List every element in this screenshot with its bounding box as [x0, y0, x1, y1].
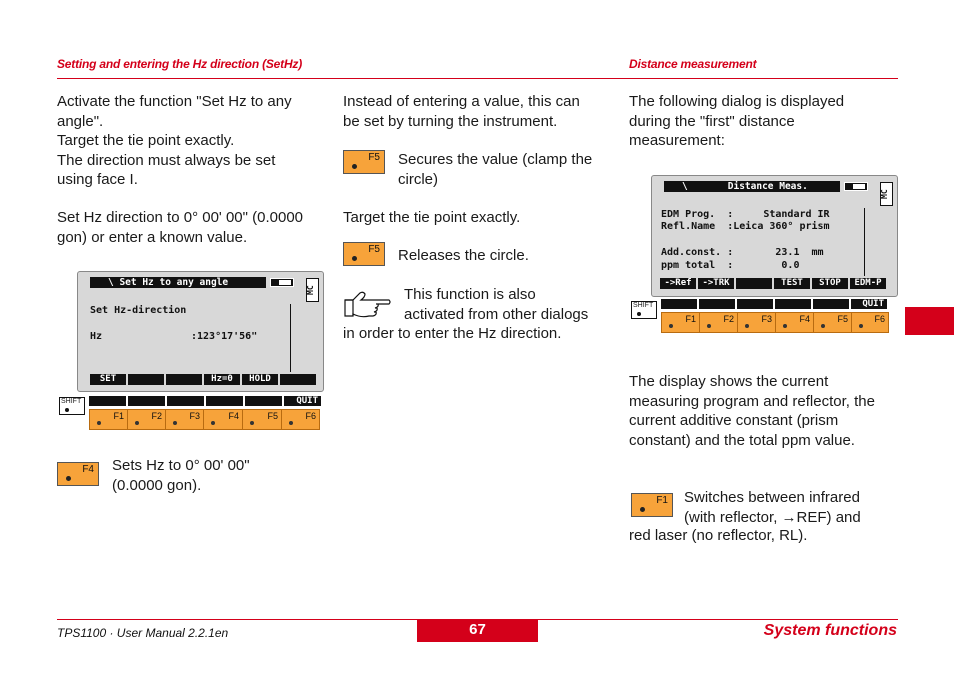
f4-key-icon: [57, 462, 99, 486]
text-line: Activate the function "Set Hz to any: [57, 93, 292, 110]
text-line: activated from other dialogs: [404, 305, 589, 323]
header-rule: [57, 78, 898, 79]
text-line: The following dialog is displayed: [629, 93, 845, 110]
key-label: F5: [837, 314, 848, 324]
softkey-test[interactable]: TEST: [774, 278, 810, 289]
col2-target: Target the tie point exactly.: [343, 209, 521, 226]
col2-intro: [343, 92, 613, 131]
text-line: (0.0000 gon).: [112, 476, 202, 494]
screen-line: Refl.Name :Leica 360° prism: [661, 221, 830, 232]
key-label: F1: [656, 495, 668, 506]
f3-key[interactable]: [738, 312, 776, 333]
f1-key-icon: [631, 493, 673, 517]
key-label: F6: [874, 314, 885, 324]
text-line: The direction must always be set: [57, 151, 276, 169]
key-label: F3: [189, 411, 200, 421]
screen-line: Set Hz-direction: [90, 305, 187, 316]
text-line: angle".: [57, 112, 104, 130]
divider: [864, 208, 865, 276]
text-line: The display shows the current: [629, 373, 829, 390]
key-label: F4: [228, 411, 239, 421]
quit-label: QUIT: [284, 396, 321, 406]
f4-key[interactable]: [204, 409, 243, 430]
f5-key-icon: [343, 242, 385, 266]
key-label: F5: [368, 152, 380, 163]
shift-label: SHIFT: [61, 398, 82, 405]
screen-title: \ Distance Meas.: [664, 181, 840, 192]
f5-key[interactable]: [814, 312, 852, 333]
f6-key[interactable]: [282, 409, 320, 430]
quit-label: QUIT: [851, 299, 887, 309]
softkey-empty[interactable]: [166, 374, 202, 385]
text-line: current additive constant (prism: [629, 412, 839, 429]
f1-key[interactable]: [89, 409, 128, 430]
text-line: Target the tie point exactly.: [57, 132, 235, 149]
f6-key[interactable]: [852, 312, 889, 333]
note-text-cont: in order to enter the Hz direction.: [343, 325, 562, 342]
section-header-left: Setting and entering the Hz direction (SetHz): [57, 57, 303, 71]
mc-indicator: MC: [880, 182, 893, 206]
f1-description: [684, 488, 899, 527]
mc-indicator: MC: [306, 278, 319, 302]
softkey-edmp[interactable]: EDM-P: [850, 278, 886, 289]
text-line: gon) or enter a known value.: [57, 228, 248, 246]
section-name: System functions: [763, 622, 897, 639]
battery-icon: [844, 182, 868, 191]
col1-intro: [57, 92, 332, 190]
f2-key[interactable]: [128, 409, 166, 430]
screen-value-hz: :123°17'56": [191, 331, 258, 342]
softkey-empty[interactable]: [736, 278, 772, 289]
screen-line: EDM Prog. : Standard IR: [661, 209, 830, 220]
chapter-tab: [905, 307, 954, 335]
key-label: F3: [761, 314, 772, 324]
quit-bar: [89, 396, 321, 406]
key-label: F5: [267, 411, 278, 421]
softkey-bar: [660, 278, 886, 289]
key-label: F2: [723, 314, 734, 324]
screen-title: \ Set Hz to any angle: [90, 277, 266, 288]
key-label: F4: [82, 464, 94, 475]
col1-instruction: [57, 208, 332, 247]
function-keys: [89, 409, 320, 430]
softkey-empty[interactable]: [280, 374, 316, 385]
softkey-hz0[interactable]: Hz=0: [204, 374, 240, 385]
text-line: during the "first" distance: [629, 112, 795, 130]
key-label: F1: [113, 411, 124, 421]
f4-description: [112, 456, 312, 495]
text-line: constant) and the total ppm value.: [629, 431, 855, 449]
screen-label-hz: Hz: [90, 331, 103, 342]
f5-release-description: Releases the circle.: [398, 247, 529, 264]
softkey-ref[interactable]: ->Ref: [660, 278, 696, 289]
page-number: 67: [417, 620, 538, 642]
text-line: Instead of entering a value, this can: [343, 93, 580, 110]
manual-title: TPS1100 · User Manual 2.2.1en: [57, 626, 229, 640]
softkey-bar: [90, 374, 316, 385]
section-header-right: Distance measurement: [629, 57, 757, 71]
divider: [290, 304, 291, 372]
softkey-hold[interactable]: HOLD: [242, 374, 278, 385]
text-line: Secures the value (clamp the: [398, 151, 593, 168]
softkey-trk[interactable]: ->TRK: [698, 278, 734, 289]
note-text: [404, 285, 614, 324]
key-label: F4: [799, 314, 810, 324]
screen-line: Add.const. : 23.1 mm: [661, 247, 824, 258]
f1-key[interactable]: [661, 312, 700, 333]
key-label: F2: [151, 411, 162, 421]
f3-key[interactable]: [166, 409, 204, 430]
text-line: Sets Hz to 0° 00' 00": [112, 457, 250, 474]
softkey-stop[interactable]: STOP: [812, 278, 848, 289]
f5-key-icon: [343, 150, 385, 174]
display-screen-distance: [651, 175, 898, 297]
col3-intro: [629, 92, 899, 151]
shift-key[interactable]: [59, 397, 85, 415]
f1-description-cont: red laser (no reflector, RL).: [629, 527, 808, 544]
softkey-set[interactable]: SET: [90, 374, 126, 385]
key-label: F6: [305, 411, 316, 421]
function-keys: [661, 312, 889, 333]
f5-clamp-description: [398, 150, 613, 189]
text-line: measuring program and reflector, the: [629, 392, 875, 410]
text-line: circle): [398, 170, 438, 188]
key-label: F1: [685, 314, 696, 324]
text-line: Switches between infrared: [684, 489, 860, 506]
shift-label: SHIFT: [633, 302, 654, 309]
shift-key[interactable]: [631, 301, 657, 319]
softkey-empty[interactable]: [128, 374, 164, 385]
text-line: measurement:: [629, 132, 725, 149]
display-screen-sethz: [77, 271, 324, 392]
screen-line: ppm total : 0.0: [661, 260, 800, 271]
battery-icon: [270, 278, 294, 287]
f4-key[interactable]: [776, 312, 814, 333]
text-line: This function is also: [404, 286, 536, 303]
quit-bar: [661, 299, 887, 309]
f2-key[interactable]: [700, 312, 738, 333]
text-line: using face I.: [57, 171, 138, 188]
f5-key[interactable]: [243, 409, 282, 430]
text-line: be set by turning the instrument.: [343, 112, 558, 130]
key-label: F5: [368, 244, 380, 255]
pointing-hand-icon: [343, 290, 391, 320]
text-line: (with reflector, →REF) and: [684, 508, 861, 526]
text-line: Set Hz direction to 0° 00' 00" (0.0000: [57, 209, 303, 226]
col3-explanation: [629, 372, 904, 450]
